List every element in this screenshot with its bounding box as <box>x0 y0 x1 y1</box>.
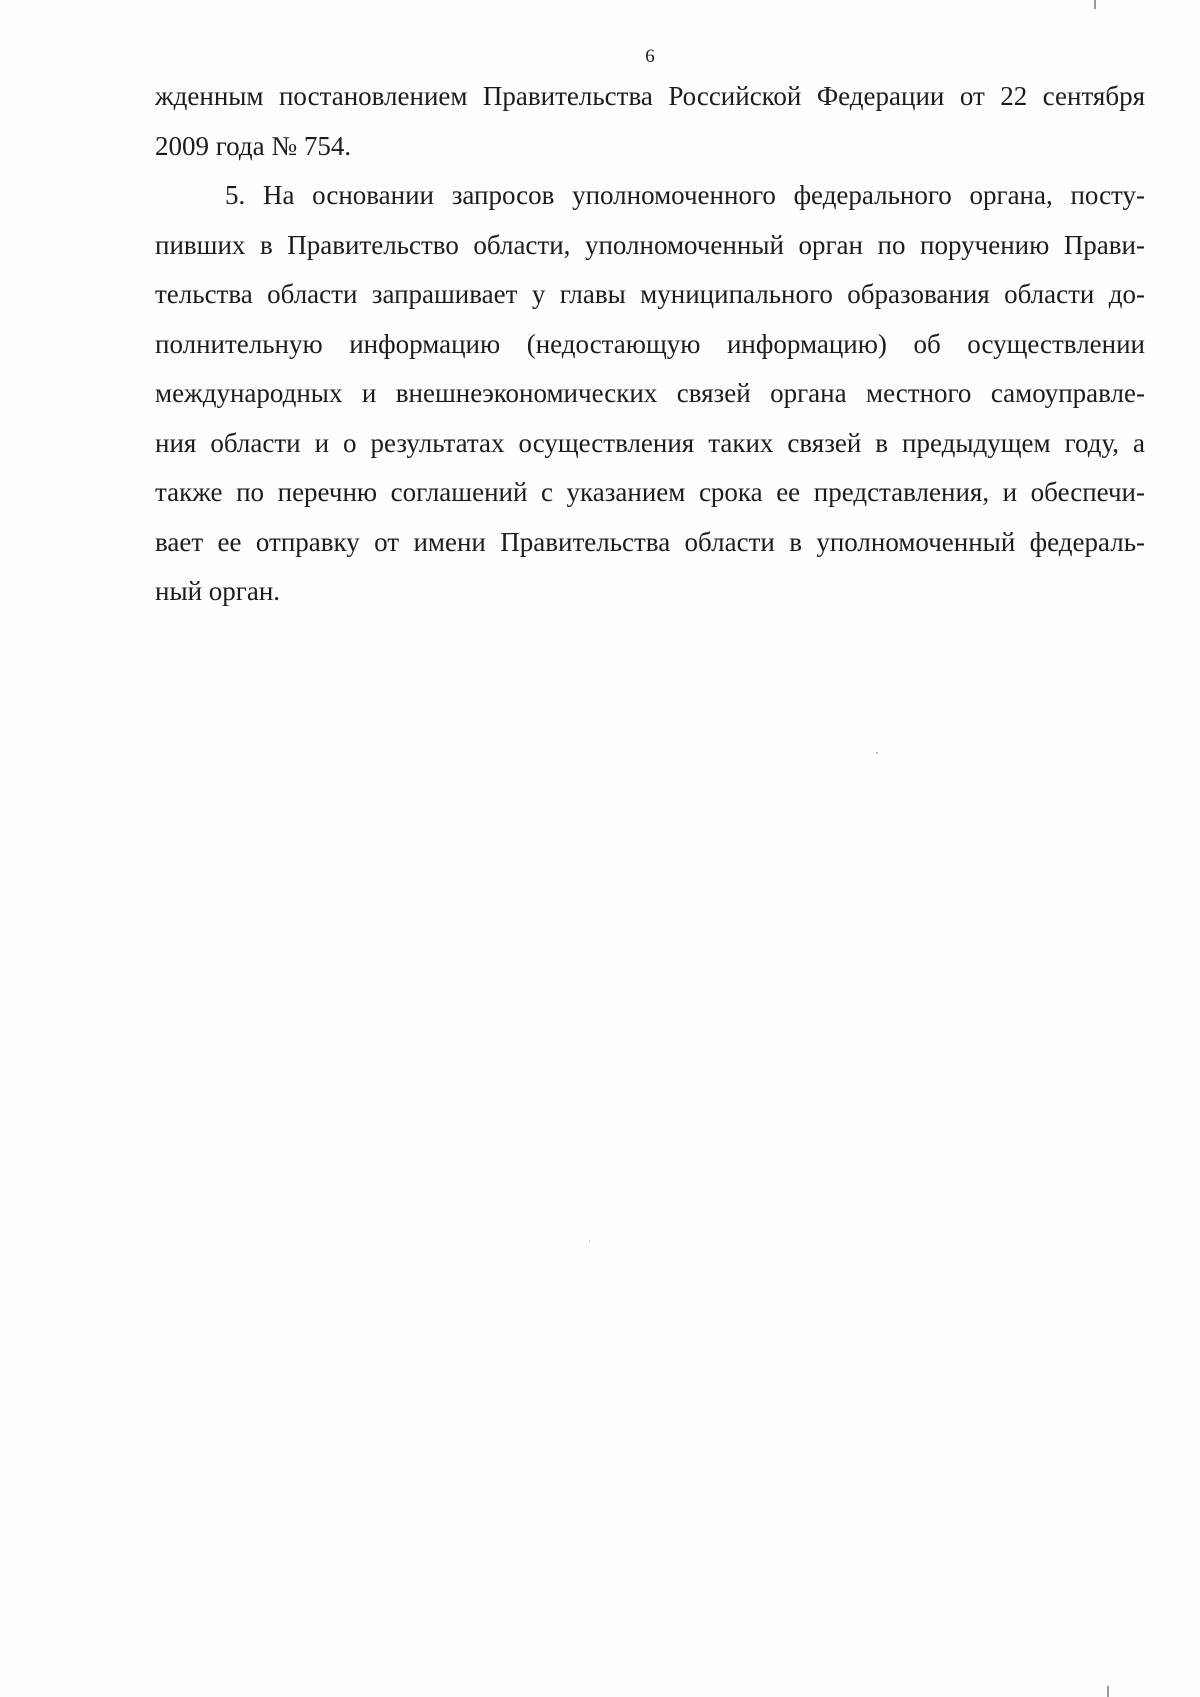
scan-mark <box>1094 0 1096 9</box>
paragraph <box>155 72 1145 171</box>
text-line: ный орган. <box>155 576 281 606</box>
paragraph <box>155 171 1145 617</box>
text-line: ния области и о результатах осуществления таких связей в предыдущем году, а <box>155 427 1145 458</box>
text-line: полнительную информацию (недостающую информацию) об осуществлении <box>155 328 1145 359</box>
text-line: 2009 года № 754. <box>155 130 352 161</box>
scan-speck <box>876 752 878 754</box>
text-line: пивших в Правительство области, уполномоченный орган по поручению Прави- <box>155 229 1145 260</box>
text-line: жденным постановлением Правительства Российской Федерации от 22 сентября <box>155 81 1145 111</box>
text-line: международных и внешнеэкономических связей органа местного самоуправле- <box>155 378 1145 408</box>
text-line: вает ее отправку от имени Правительства области в уполномоченный федераль- <box>155 526 1145 557</box>
scan-speck <box>589 1240 590 1242</box>
text-line: тельства области запрашивает у главы муниципального образования области до- <box>155 279 1145 309</box>
page-number: 6 <box>645 46 655 67</box>
text-line: также по перечню соглашений с указанием срока ее представления, и обеспечи- <box>155 477 1145 507</box>
scan-mark <box>1107 1686 1109 1697</box>
text-line: 5. На основании запросов уполномоченного федерального органа, посту- <box>225 180 1145 210</box>
document-body <box>155 72 1145 617</box>
